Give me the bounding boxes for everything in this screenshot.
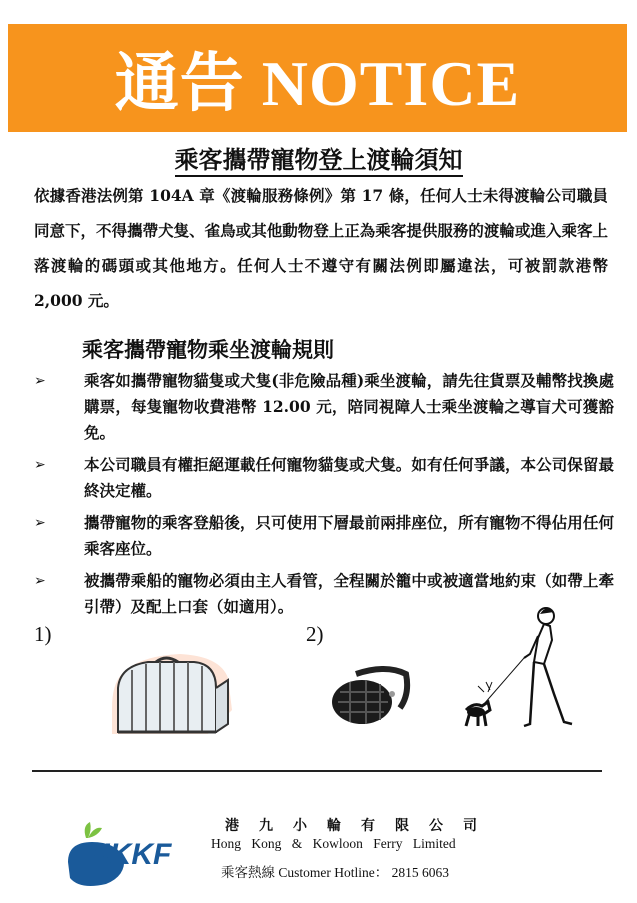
rule-text: 本公司職員有權拒絕運載任何寵物貓隻或犬隻。如有任何爭議，本公司保留最終決定權。 <box>84 455 614 500</box>
woman-walking-dog-icon <box>458 606 582 732</box>
notice-title-text: 乘客攜帶寵物登上渡輪須知 <box>175 145 463 177</box>
notice-title <box>0 140 637 175</box>
hkkf-logo <box>66 820 200 890</box>
footer-divider <box>32 770 602 772</box>
rules-list <box>34 368 614 626</box>
rule-item <box>34 452 614 504</box>
customer-hotline: 乘客熱線 Customer Hotline： 2815 6063 <box>221 865 449 880</box>
rule-text: 攜帶寵物的乘客登船後，只可使用下層最前兩排座位，所有寵物不得佔用任何乘客座位。 <box>84 513 614 558</box>
rule-item <box>34 368 614 446</box>
dog-muzzle-icon <box>326 664 412 730</box>
bullet-arrow-icon: ➢ <box>34 573 46 589</box>
rule-text: 被攜帶乘船的寵物必須由主人看管，全程關於籠中或被適當地約束（如帶上牽引帶）及配上口套（如適用）。 <box>84 571 614 616</box>
notice-banner <box>8 24 627 132</box>
notice-paragraph: 依據香港法例第 104A 章《渡輪服務條例》第 17 條，任何人士未得渡輪公司職員同意下，不得攜帶犬隻、雀鳥或其他動物登上正為乘客提供服務的渡輪或進入乘客上落渡輪的碼頭或其他地方。任何人士不遵守有關法例即屬違法，可被罰款港幣 2,000 元。 <box>34 186 608 310</box>
bullet-arrow-icon: ➢ <box>34 373 46 389</box>
logo-text: HKKF <box>88 838 172 871</box>
bullet-arrow-icon: ➢ <box>34 515 46 531</box>
bullet-arrow-icon: ➢ <box>34 457 46 473</box>
company-name-zh: 港九小輪有限公司 <box>225 818 497 834</box>
pet-carrier-icon <box>108 648 238 738</box>
rule-text: 乘客如攜帶寵物貓隻或犬隻(非危險品種)乘坐渡輪，請先往貨票及輔幣找換處購票，每隻寵物收費港幣 12.00 元，陪同視障人士乘坐渡輪之導盲犬可獲豁免。 <box>84 371 614 442</box>
illustration-label-1: 1) <box>34 622 52 646</box>
rules-title: 乘客攜帶寵物乘坐渡輪規則 <box>82 337 334 362</box>
banner-title: 通告 NOTICE <box>114 48 521 119</box>
illustration-label-2: 2) <box>306 622 324 646</box>
rule-item <box>34 510 614 562</box>
company-name-en: Hong Kong & Kowloon Ferry Limited <box>211 836 456 851</box>
